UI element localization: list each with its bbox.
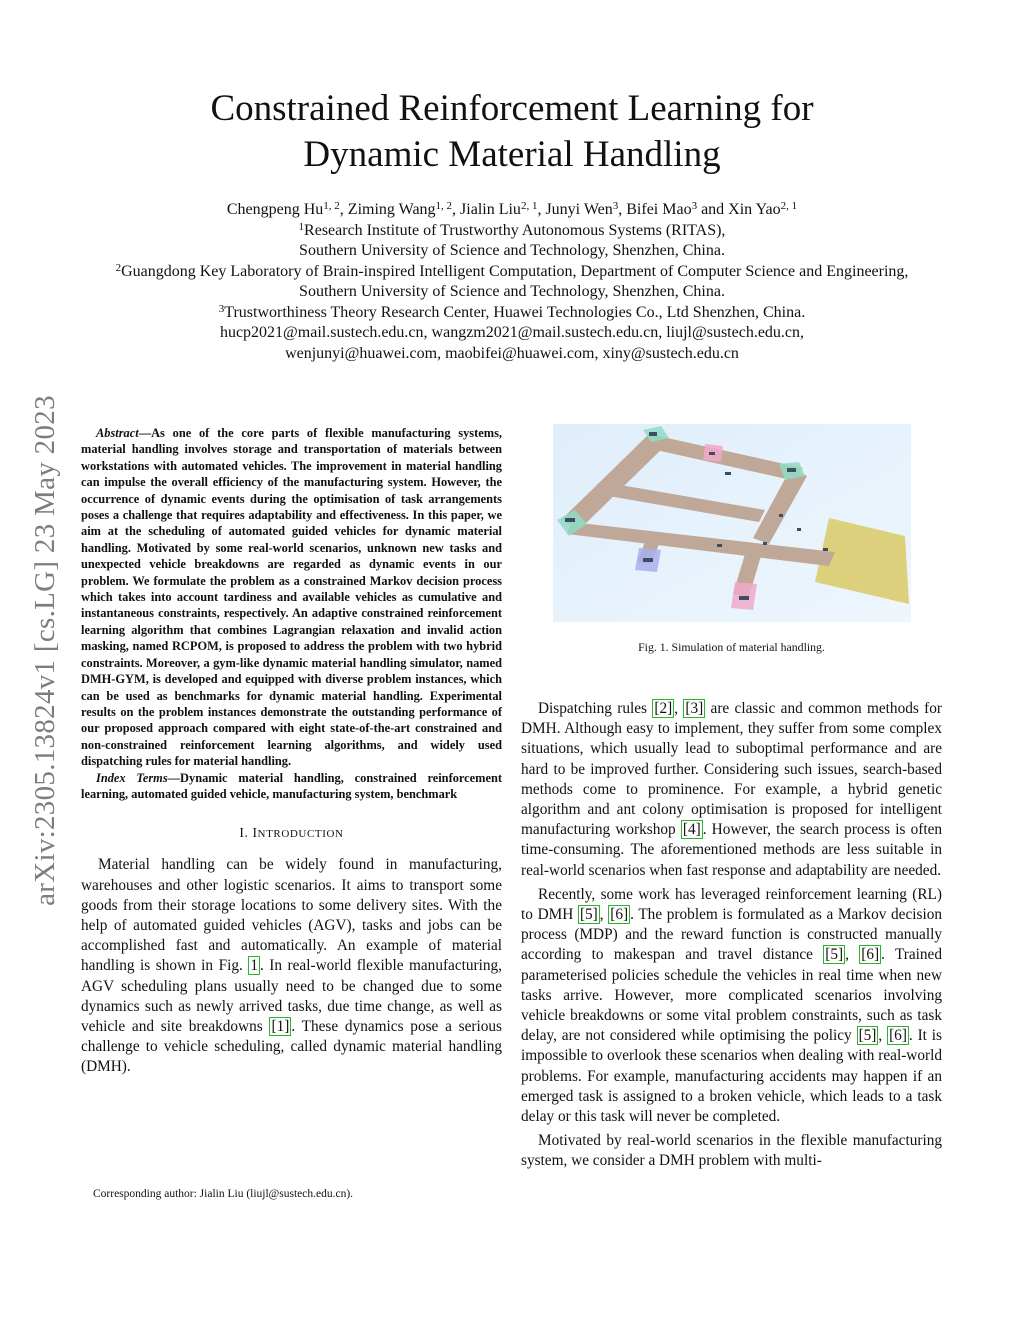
index-terms [81,770,502,803]
arxiv-identifier-text: arXiv:2305.13824v1 [cs.LG] 23 May 2023 [28,394,61,906]
affiliation-2 [0,262,1024,283]
citation-link[interactable]: [5] [858,1027,877,1045]
text-run: , [674,700,684,717]
author-affiliation-mark: 1, 2 [435,200,453,212]
text-run: , [599,906,609,924]
author-name: , Jialin Liu [452,201,521,218]
author-name: , Bifei Mao [618,201,692,218]
vehicle-icon [739,596,749,600]
author-affiliation-mark: 1, 2 [323,200,340,212]
abstract [81,425,502,770]
section-heading-introduction [81,825,502,841]
citation-link[interactable]: [5] [579,906,598,924]
affiliation-3 [0,303,1024,324]
affiliation-mark: 3 [218,302,225,315]
text-run: Dispatching rules [538,700,653,717]
title-line-2: Dynamic Material Handling [303,134,721,175]
left-column [81,425,502,1078]
paragraph-motivation [521,1131,942,1171]
author-list [0,200,1024,221]
text-run: . These dynamics pose a serious challenge to vehicle scheduling, called dynamic material handling (DMH). [81,1017,502,1076]
arxiv-identifier [26,345,64,955]
author-affiliation-mark: 3 [612,200,619,212]
vehicle-icon [565,518,575,522]
citation-link[interactable]: [4] [682,821,701,839]
author-name: and Xin Yao [697,201,781,218]
affiliation-text: Trustworthiness Theory Research Center, Huawei Technologies Co., Ltd Shenzhen, China. [224,303,806,321]
title-line-1: Constrained Reinforcement Learning for [210,88,814,129]
author-affiliation-mark: 3 [691,200,698,212]
text-run: . The problem is formulated as a Markov decision process (MDP) and the reward function is constructed manually according to makespan and travel distance [521,906,943,964]
citation-link[interactable]: [5] [825,946,844,964]
author-affiliation-mark: 2, 1 [780,200,798,212]
vehicle-icon [779,514,783,517]
citation-link[interactable]: [3] [685,700,704,717]
affiliation-1-line-2: Southern University of Science and Technology, Shenzhen, China. [299,242,725,259]
author-name: , Ziming Wang [339,201,436,218]
index-terms-label: Index Terms [96,770,168,785]
vehicle-icon [823,548,828,551]
text-run: , [845,946,860,964]
vehicle-icon [797,528,801,531]
affiliation-mark: 1 [298,220,305,233]
vehicle-icon [763,542,767,545]
author-block [0,200,1024,364]
vehicle-icon [787,468,796,472]
abstract-label: Abstract [96,426,139,440]
text-run: . Trained parameterised policies schedule the vehicles in real time when new tasks arrive. However, more complicated scenarios involving vehicle breakdowns or some vital problem constraints, such as task delay, are not considered while optimising the policy [521,946,942,1045]
intro-paragraph-1 [81,855,502,1077]
section-title-rest: NTRODUCTION [257,828,344,841]
citation-link[interactable]: [6] [861,946,880,964]
section-initial: I [252,825,258,841]
paragraph-rl-work [521,885,942,1127]
paragraph-dispatching-rules [521,699,942,881]
text-run: . In real-world flexible manufacturing, AGV scheduling plans usually need to be changed due to some dynamics such as newly arrived tasks, due time change, as well as vehicle and site breakdowns [81,957,503,1035]
text-run: . However, the search process is often time-consuming. The aforementioned methods are less suitable in real-world scenarios when fast response and adaptability are needed. [521,821,943,879]
affiliation-mark: 2 [115,261,122,274]
abstract-text: —As one of the core parts of flexible manufacturing systems, material handling involves storage and transportation of materials between workstations with automated vehicles. The improvement in material handling can impulse the overall efficiency of the manufacturing system. However, the occurrence of dynamic events during the optimisation of task arrangements poses a challenge that requires adaptability and effectiveness. In this paper, we aim at the scheduling of automated guided vehicles for dynamic material handling. Motivated by some real-world scenarios, unknown new tasks and unexpected vehicle breakdowns are regarded as dynamic events in our problem. We formulate the problem as a constrained Markov decision process which takes into account tardiness and available vehicles as cumulative and instantaneous constraints, respectively. An adaptive constrained reinforcement learning algorithm that combines Lagrangian relaxation and invalid action masking, named RCPOM, is proposed to address the problem with two hybrid constraints. Moreover, a gym-like dynamic material handling simulator, named DMH-GYM, is developed and equipped with diverse problem instances, which can be used as benchmarks for dynamic material handling. Experimental results on the problem instances demonstrate the outstanding performance of our proposed approach compared with eight state-of-the-art constrained and non-constrained reinforcement learning algorithms, and widely used dispatching rules for material handling. [81,426,502,769]
vehicle-icon [717,544,722,547]
section-number: I. [239,825,253,841]
vehicle-icon [725,472,731,475]
affiliation-text: Guangdong Key Laboratory of Brain-inspired Intelligent Computation, Department of Computer Science and Engineering, [121,262,909,280]
citation-link[interactable]: [6] [610,906,629,924]
footnote: Corresponding author: Jialin Liu (liujl@sustech.edu.cn). [93,1188,354,1200]
text-run: , [878,1027,888,1045]
author-affiliation-mark: 2, 1 [520,200,538,212]
emails-line-2: wenjunyi@huawei.com, maobifei@huawei.com, xiny@sustech.edu.cn [285,344,739,362]
text-run: Material handling can be widely found in manufacturing, warehouses and other logistic scenarios. It aims to transport some goods from their storage locations to some delivery sites. With the help of automated guided vehicles (AGV), tasks and jobs can be accomplished fast and automatically. An example of material handling is shown in Fig. [81,856,502,975]
text-run: Recently, some work has leveraged reinforcement learning (RL) to DMH [521,885,942,924]
right-column-text [521,699,942,1172]
text-run: Motivated by real-world scenarios in the flexible manufacturing system, we consider a DMH problem with multi- [521,1132,942,1170]
citation-link[interactable]: [6] [889,1027,907,1045]
text-run: . It is impossible to overlook these scenarios when dealing with real-world problems. For example, manufacturing accidents may happen if an emerged task is assigned to a broken vehicle, which leads to a task delay or this task will never be completed. [521,1027,942,1126]
affiliation-1 [0,221,1024,242]
vehicle-icon [649,432,657,436]
affiliation-2-line-2: Southern University of Science and Technology, Shenzhen, China. [299,283,725,300]
paper-title [0,86,1024,178]
figure-reference-link[interactable]: 1 [250,957,258,975]
index-terms-text: —Dynamic material handling, constrained reinforcement learning, automated guided vehicle, manufacturing system, benchmark [81,770,502,801]
vehicle-icon [709,452,715,455]
text-run: are classic and common methods for DMH. Although easy to implement, they suffer from some complex situations, which usually lead to suboptimal performance and are hard to be improved further. Considering such issues, search-based methods come to prominence. For example, a hybrid genetic algorithm and ant colony optimisation is proposed for intelligent manufacturing workshop [521,700,942,839]
author-name: Chengpeng Hu [226,201,324,218]
simulation-illustration [553,424,911,622]
citation-link[interactable]: [2] [654,700,673,717]
vehicle-icon [643,558,653,562]
author-name: , Junyi Wen [537,201,613,218]
figure-simulation [553,424,911,622]
figure-caption: Fig. 1. Simulation of material handling. [638,640,825,654]
citation-link[interactable]: [1] [271,1017,290,1035]
emails-line-1: hucp2021@mail.sustech.edu.cn, wangzm2021@mail.sustech.edu.cn, liujl@sustech.edu.cn, [219,324,805,341]
affiliation-text: Research Institute of Trustworthy Autonomous Systems (RITAS), [304,221,726,239]
